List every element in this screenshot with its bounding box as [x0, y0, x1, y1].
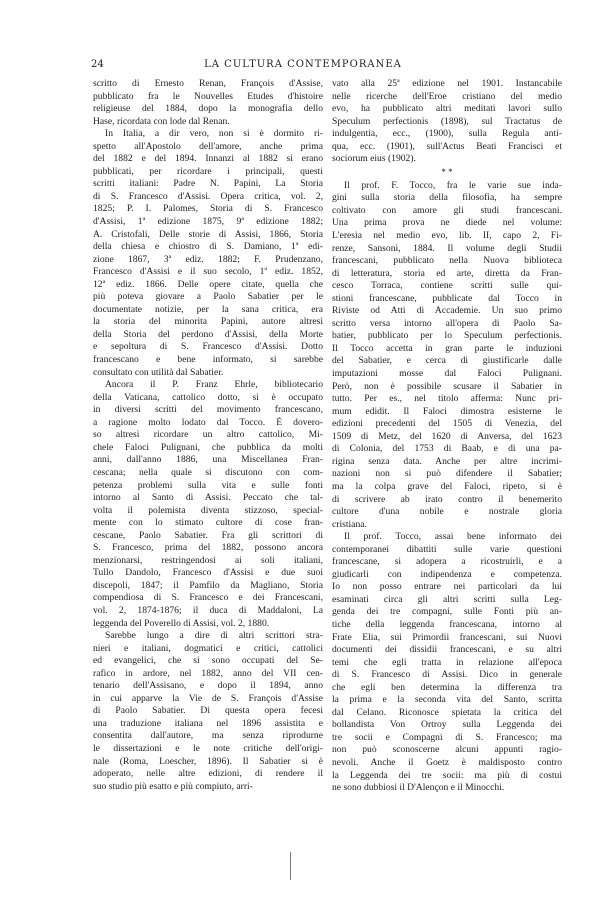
text-line: intorno al Santo di Assisi. Peccato che tal-	[93, 492, 323, 504]
text-line: la prima e la seconda vita del Santo, scritta	[332, 694, 562, 706]
text-line: pubblicato fra le Nouvelles Etudes d'histoire	[93, 90, 323, 102]
paragraph	[93, 379, 323, 630]
text-line: anni, dall'anno 1886, una Miscellanea Fran-	[93, 454, 323, 466]
text-line: Sarebbe lungo a dire di altri scrittori stra-	[105, 630, 323, 642]
text-line: Frate Elia, sui Primordii francescani, sui Nuovi	[332, 631, 562, 643]
text-line: in cui apparve la Vie de S. François d'Assise	[93, 692, 323, 704]
text-line: di Paolo Sabatier. Di questa opera fecesi	[93, 705, 323, 717]
text-line: spetto all'Apostolo dell'amore, anche prima	[93, 140, 323, 152]
text-line: pubblicati, per ricordare i principali, questi	[93, 165, 323, 177]
text-line: cescane, Paolo Sabatier. Fra gli scrittori di	[93, 529, 323, 541]
text-line: scritto versa intorno all'opera di Paolo Sa-	[332, 317, 562, 329]
text-line: ed evangelici, che si sono occupati del Se-	[93, 655, 323, 667]
text-line: temi che egli tratta in relazione all'epoca	[332, 656, 562, 668]
paragraph	[93, 630, 323, 793]
text-line: del 1882 e del 1894. Innanzi al 1882 si erano	[93, 153, 323, 165]
text-line: stioni francescane, pubblicate dal Tocco in	[332, 292, 562, 304]
paragraph	[93, 128, 323, 379]
text-line: imputazioni mosse dal Faloci Pulignani.	[332, 368, 562, 380]
text-line: A. Cristofali, Delle storie di Assisi, 1866, Storia	[93, 228, 323, 240]
text-line: documentate notizie, per la sana critica, era	[93, 303, 323, 315]
text-line: di S. Francesco di Assisi. Dico in generale	[332, 669, 562, 681]
text-line: Io non posso entrare nei particolari da lui	[332, 581, 562, 593]
text-line: non può sconoscerne alcuni appunti ragio-	[332, 744, 562, 756]
text-line: scritti italiani: Padre N. Papini, La Storia	[93, 178, 323, 190]
running-title: LA CULTURA CONTEMPORANEA	[204, 59, 402, 70]
text-line: discepoli, 1847; il Pamfilo da Magliano, Storia	[93, 579, 323, 591]
text-line: di letteratura, storia ed arte, diretta da Fran-	[332, 267, 562, 279]
text-line: francescani, pubblicato nella Nuova biblioteca	[332, 255, 562, 267]
text-line: nieri e italiani, dogmatici e critici, cattolici	[93, 642, 323, 654]
text-line: ne sono dubbiosi il D'Alençon e il Minocchi.	[332, 782, 505, 794]
text-line: adoperato, nelle altre edizioni, di rendere il	[93, 768, 323, 780]
text-line: sociorum eius (1902).	[332, 153, 416, 165]
text-line: a ragione molto lodato dal Tocco. È dovero-	[93, 416, 323, 428]
text-line: nale (Roma, Loescher, 1896). Il Sabatier si è	[93, 755, 323, 767]
text-line: tutto. Per es., nel titolo afferma: Nunc pri-	[332, 393, 562, 405]
text-line: la storia del minorita Papini, autore altresì	[93, 316, 323, 328]
scan-mark	[290, 852, 291, 880]
text-line: Ancora il P. Franz Ehrle, bibliotecario	[105, 379, 323, 391]
paragraph	[332, 180, 562, 531]
text-line: nelle ricerche dell'Eroe cristiano del medio	[332, 90, 562, 102]
text-line: esaminati circa gli altri scritti sulla Leg-	[332, 593, 562, 605]
left-column	[93, 78, 323, 793]
text-line: rigina senza data. Anche per altre incrimi-	[332, 455, 562, 467]
text-line: di Colonia, del 1753 di Baab, e di una pa-	[332, 443, 562, 455]
text-line: petenza problemi sulla vita e sulle fonti	[93, 479, 323, 491]
text-line: francescane, si adopera a ricostruirli, e a	[332, 556, 562, 568]
text-line: d'Assisi, 1ª edizione 1875, 9ª edizione 1882;	[93, 216, 323, 228]
text-line: batier, pubblicato per lo Speculum perfectionis.	[332, 330, 562, 342]
text-line: più poteva giovare a Paolo Sabatier per le	[93, 291, 323, 303]
page-number: 24	[91, 59, 104, 70]
text-line: vol. 2, 1874-1876; il duca di Maddaloni, La	[93, 604, 323, 616]
text-line: cescana; nella quale si discutono con com-	[93, 466, 323, 478]
text-line: consentita dall'autore, ma senza riprodurne	[93, 730, 323, 742]
text-line: 12ª ediz. 1866. Delle opere citate, quella che	[93, 278, 323, 290]
text-line: zione 1867, 3ª ediz. 1882; F. Prudenzano,	[93, 253, 323, 265]
text-line: di S. Francesco d'Assisi. Opera critica, vol. 2,	[93, 190, 323, 202]
text-line: compendiosa di S. Francesco e dei Francescani,	[93, 592, 323, 604]
text-line: francescano e bene informato, si sarebbe	[93, 354, 323, 366]
text-line: cristiana.	[332, 518, 367, 530]
text-line: Una prima prova ne diede nel volume:	[332, 217, 562, 229]
text-line: nevoli. Anche il Goetz è maldisposto contro	[332, 756, 562, 768]
text-line: menzionarsi, restringendosi ai soli italiani,	[93, 554, 323, 566]
text-line: tenario dell'Assisano, e dopo il 1894, anno	[93, 680, 323, 692]
text-line: Il Tocco accetta in gran parte le induzioni	[332, 342, 562, 354]
text-line: evo, ha pubblicato altri meditati lavori sullo	[332, 103, 562, 115]
text-line: della Storia del perdono d'Assisi, della Morte	[93, 328, 323, 340]
text-line: le dissertazioni e le note critiche dell'origi-	[93, 742, 323, 754]
text-line: una traduzione italiana nel 1896 assistita e	[93, 717, 323, 729]
text-line: del Sabatier, e cerca di giustificarle dalle	[332, 355, 562, 367]
right-column	[332, 78, 562, 795]
text-line: che egli ben determina la differenza tra	[332, 681, 562, 693]
text-line: so altresì ricordare un altro cattolico, Mi-	[93, 429, 323, 441]
text-line: indulgentia, ecc., (1900), sulla Regula anti-	[332, 128, 562, 140]
text-line: gini sulla storia della filosofia, ha sempre	[332, 192, 562, 204]
text-line: mum edidit. Il Faloci dimostra esisterne le	[332, 405, 562, 417]
text-line: tiche della leggenda francescana, intorno al	[332, 618, 562, 630]
text-line: chele Faloci Pulignani, che pubblica da molti	[93, 441, 323, 453]
text-line: religieuse del 1884, dopo la monografia dello	[93, 103, 323, 115]
text-line: rafico in ardore, nel 1882, anno del VII cen-	[93, 667, 323, 679]
text-line: vato alla 25ª edizione nel 1901. Instancabile	[332, 78, 562, 89]
text-line: Riviste od Atti di Accademie. Un suo primo	[332, 305, 562, 317]
paragraph	[332, 78, 562, 166]
text-line: consultato con utilità dal Sabatier.	[93, 366, 224, 378]
text-line: Francesco d'Assisi e il suo secolo, 1ª ediz. 1852,	[93, 266, 323, 278]
text-line: mente con lo stimato cultore di cose fran-	[93, 517, 323, 529]
text-line: volta il polemista diventa stizzoso, special-	[93, 504, 323, 516]
text-line: qua, ecc. (1901), sull'Actus Beati Francisci et	[332, 140, 562, 152]
text-line: scritto di Ernesto Renan, François d'Assise,	[93, 78, 323, 89]
text-line: della chiesa e chiostro di S. Damiano, 1ª edi-	[93, 241, 323, 253]
section-separator: * *	[441, 166, 453, 177]
text-line: suo studio più esatto e più compiuto, arri-	[93, 780, 253, 792]
text-line: L'eresia nel medio evo, lib. II, capo 2, Fi-	[332, 230, 562, 242]
text-line: della Vaticana, cattolico dotto, si è occupato	[93, 391, 323, 403]
text-line: 1825; P. I. Palomes, Storia di S. Francesco	[93, 203, 323, 215]
text-line: Il prof. Tocco, assai bene informato dei	[344, 531, 562, 543]
text-line: giudicarli con indipendenza e competenza.	[332, 568, 562, 580]
text-line: In Italia, a dir vero, non si è dormito ri-	[105, 128, 323, 140]
text-line: coltivato con amore gli studi francescani.	[332, 204, 562, 216]
text-line: contemporanei dibattiti sulle varie questioni	[332, 543, 562, 555]
text-line: ma la colpa grave del Faloci, ripeto, si è	[332, 480, 562, 492]
text-line: edizioni precedenti del 1505 di Venezia, del	[332, 418, 562, 430]
text-line: genda dei tre compagni, sulle Fonti più an-	[332, 606, 562, 618]
text-line: nazioni non si può difendere il Sabatier;	[332, 468, 562, 480]
text-line: renze, Sansoni, 1884. Il volume degli Studii	[332, 242, 562, 254]
text-line: in diversi scritti del movimento francescano,	[93, 404, 323, 416]
text-line: documenti dei dissidii francescani, e su altri	[332, 644, 562, 656]
text-line: Il prof. F. Tocco, fra le varie sue inda-	[344, 179, 562, 191]
paragraph	[332, 531, 562, 794]
text-line: dal Celano. Riconosce spietata la critica del	[332, 706, 562, 718]
text-line: bollandista Von Ortroy sulla Leggenda dei	[332, 719, 562, 731]
text-line: S. Francesco, prima del 1882, possono ancora	[93, 542, 323, 554]
paragraph	[93, 78, 323, 128]
text-line: cesco Torraca, contiene scritti sulle qui-	[332, 280, 562, 292]
text-line: Hase, ricordata con lode dal Renan.	[93, 115, 230, 127]
text-line: cultore d'una nobile e nostrale gloria	[332, 506, 562, 518]
text-line: tre socii e Compagni di S. Francesco; ma	[332, 731, 562, 743]
text-line: la Leggenda dei tre socii: ma più di costui	[332, 769, 562, 781]
text-line: leggenda del Poverello di Assisi, vol. 2, 1880.	[93, 617, 270, 629]
text-line: di scrivere ab irato contro il benemerito	[332, 493, 562, 505]
text-line: 1509 di Metz, del 1620 di Anversa, del 1623	[332, 430, 562, 442]
text-line: e sepoltura di S. Francesco d'Assisi. Dotto	[93, 341, 323, 353]
text-line: Speculum perfectionis (1898), sul Tractatus de	[332, 115, 562, 127]
text-line: Però, non è possibile scusare il Sabatier in	[332, 380, 562, 392]
text-line: Tullo Dandolo, Francesco d'Assisi e due suoi	[93, 567, 323, 579]
